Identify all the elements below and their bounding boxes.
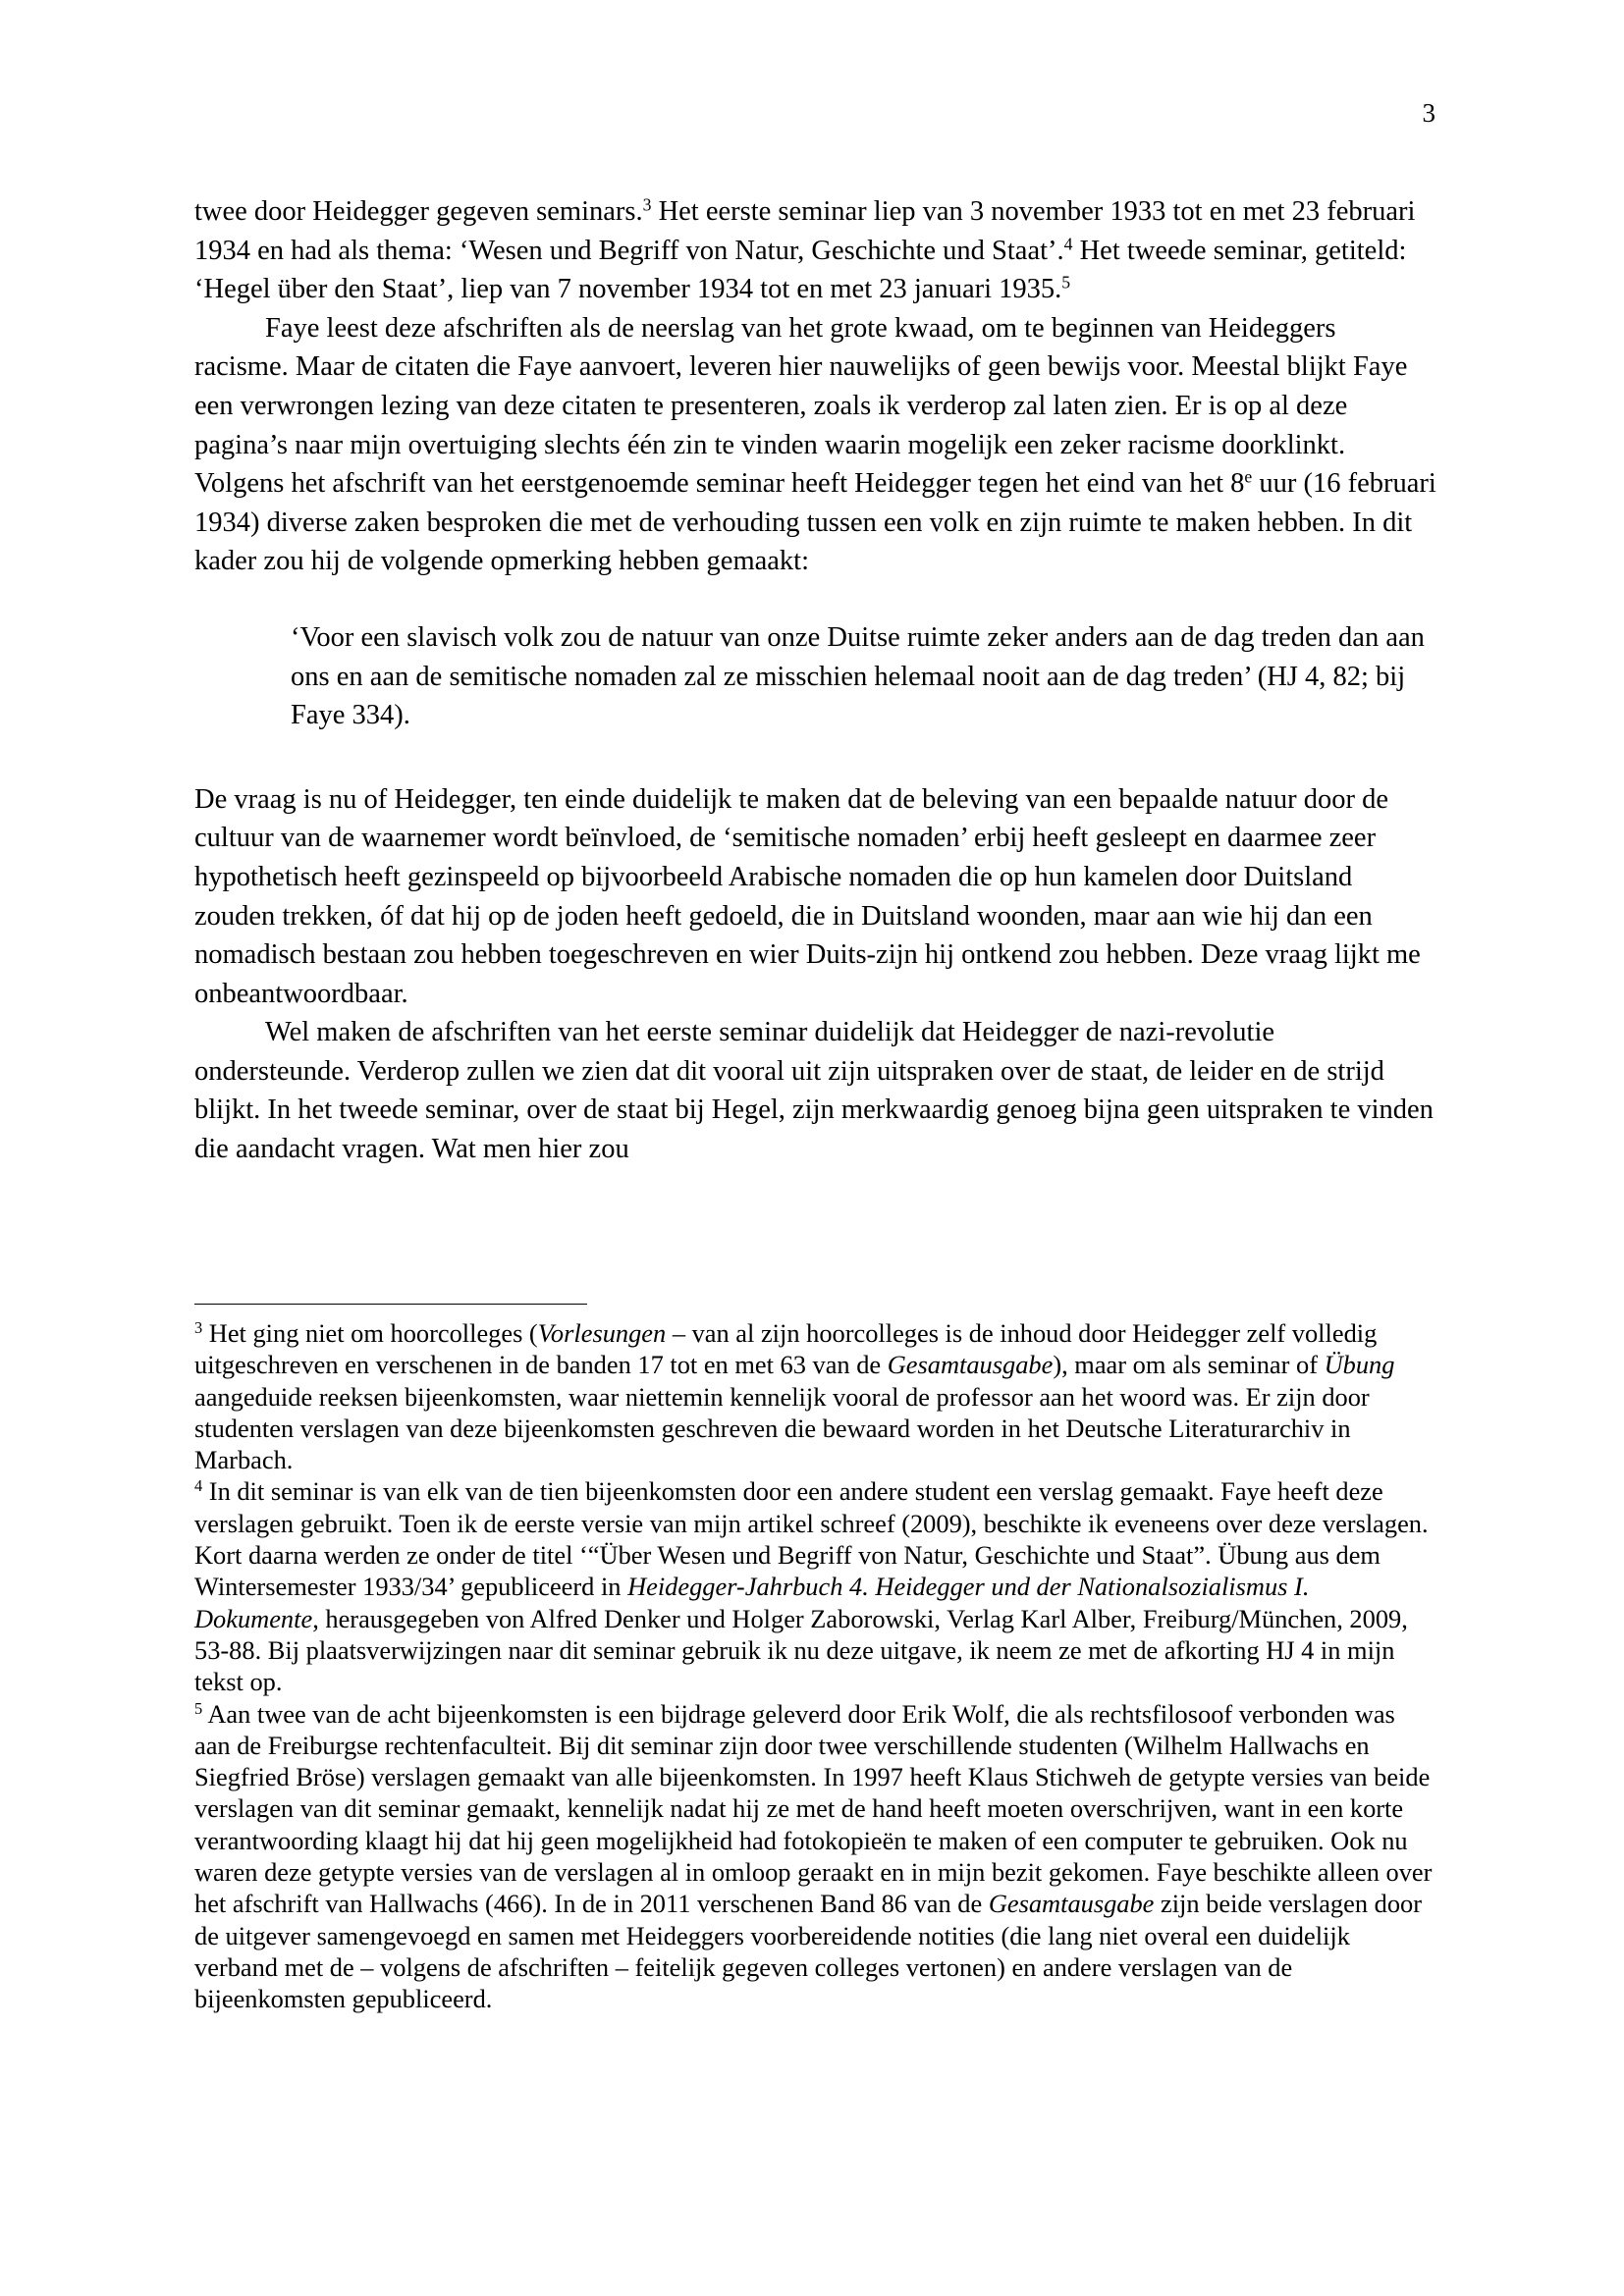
- footnotes: [194, 1317, 1436, 2015]
- paragraph-3: De vraag is nu of Heidegger, ten einde duidelijk te maken dat de beleving van een bepaalde natuur door de cultuur van de waarnemer wordt beïnvloed, de ‘semitische nomaden’ erbij heeft gesleept en daarmee zeer hypothetisch heeft gezinspeeld op bijvoorbeeld Arabische nomaden die op hun kamelen door Duitsland zouden trekken, óf dat hij op de joden heeft gedoeld, die in Duitsland woonden, maar aan wie hij dan een nomadisch bestaan zou hebben toegeschreven en wier Duits-zijn hij ontkend zou hebben. Deze vraag lijkt me onbeantwoordbaar.: [194, 783, 1421, 1009]
- footnote-5-text-a: Aan twee van de acht bijeenkomsten is een bijdrage geleverd door Erik Wolf, die als rechtsfilosoof verbonden was aan de Freiburgse rechtenfaculteit. Bij dit seminar zijn door twee verschillende studenten (Wilhelm Hallwachs en Siegfried Bröse) verslagen gemaakt van alle bijeenkomsten. In 1997 heeft Klaus Stichweh de getypte versies van beide verslagen van dit seminar gemaakt, kennelijk nadat hij ze met de hand heeft moeten overschrijven, want in een korte verantwoording klaagt hij dat hij geen mogelijkheid had fotokopieën te maken of een computer te gebruiken. Ook nu waren deze getypte versies van de verslagen al in omloop geraakt en in mijn bezit gekomen. Faye beschikte alleen over het afschrift van Hallwachs (466). In de in 2011 verschenen Band 86 van de: [194, 1698, 1433, 1919]
- footnote-3-italic-3: Übung: [1324, 1350, 1395, 1380]
- paragraph-2-text-b: uur (16 februari 1934) diverse zaken besproken die met de verhouding tussen een volk en zijn ruimte te maken hebben. In dit kader zou hij de volgende opmerking hebben gemaakt:: [194, 468, 1436, 577]
- footnote-5: [194, 1698, 1436, 2015]
- main-text: [194, 192, 1436, 1169]
- ordinal-superscript: e: [1244, 466, 1253, 487]
- paragraph-4: Wel maken de afschriften van het eerste seminar duidelijk dat Heidegger de nazi-revolutie ondersteunde. Verderop zullen we zien dat dit vooral uit zijn uitspraken over de staat, de leider en de strijd blijkt. In het tweede seminar, over de staat bij Hegel, zijn merkwaardig genoeg bijna geen uitspraken te vinden die aandacht vragen. Wat men hier zou: [194, 1017, 1434, 1165]
- footnote-3-text-d: aangeduide reeksen bijeenkomsten, waar niettemin kennelijk vooral de professor aan het woord was. Er zijn door studenten verslagen van deze bijeenkomsten geschreven die bewaard worden in het Deutsche Literaturarchiv in Marbach.: [194, 1381, 1370, 1475]
- paragraph-1-text-a: twee door Heidegger gegeven seminars.: [194, 196, 643, 227]
- footnote-separator: [194, 1304, 587, 1305]
- paragraph-1: [194, 192, 1436, 309]
- footnote-3-italic-1: Vorlesungen: [537, 1318, 667, 1348]
- footnote-4-text-a: In dit seminar is van elk van de tien bijeenkomsten door een andere student een verslag gemaakt. Faye heeft deze verslagen gebruikt. Toen ik de eerste versie van mijn artikel schreef (2009), beschikte ik eveneens over deze verslagen. Kort daarna werden ze onder de titel ‘“Über Wesen und Begriff von Natur, Geschichte und Staat”. Übung aus dem Wintersemester 1933/34’ gepubliceerd in: [194, 1476, 1429, 1602]
- footnote-3-mark: 3: [194, 1318, 203, 1337]
- paragraph-2-text-a: Faye leest deze afschriften als de neerslag van het grote kwaad, om te beginnen van Heideggers racisme. Maar de citaten die Faye aanvoert, leveren hier nauwelijks of geen bewijs voor. Meestal blijkt Faye een verwrongen lezing van deze citaten te presenteren, zoals ik verderop zal laten zien. Er is op al deze pagina’s naar mijn overtuiging slechts één zin te vinden waarin mogelijk een zeker racisme doorklinkt. Volgens het afschrift van het eerstgenoemde seminar heeft Heidegger tegen het eind van het 8: [194, 312, 1408, 500]
- footnote-5-mark: 5: [194, 1698, 203, 1718]
- paragraph-1-text-c: Het tweede seminar, getiteld: ‘Hegel über den Staat’, liep van 7 november 1934 tot en met 23 januari 1935.: [194, 235, 1407, 305]
- footnote-3-text-c: ), maar om als seminar of: [1053, 1350, 1325, 1380]
- footnote-3-italic-2: Gesamtausgabe: [887, 1350, 1054, 1380]
- footnote-4-mark: 4: [194, 1476, 203, 1496]
- footnote-4: [194, 1475, 1436, 1697]
- paragraph-1-text-b: Het eerste seminar liep van 3 november 1933 tot en met 23 februari 1934 en had als thema: ‘Wesen und Begriff von Natur, Geschichte und Staat’.: [194, 196, 1416, 266]
- footnote-ref-4[interactable]: 4: [1063, 233, 1073, 253]
- paragraph-2: [194, 309, 1436, 581]
- footnote-5-italic-1: Gesamtausgabe: [988, 1889, 1155, 1919]
- block-quote: ‘Voor een slavisch volk zou de natuur van onze Duitse ruimte zeker anders aan de dag treden dan aan ons en aan de semitische nomaden zal ze misschien helemaal nooit aan de dag treden’ (HJ 4, 82; bij Faye 334).: [291, 621, 1425, 731]
- footnote-3-text-a: Het ging niet om hoorcolleges (: [202, 1318, 538, 1348]
- footnote-3-text-b: – van al zijn hoorcolleges is de inhoud door Heidegger zelf volledig uitgeschreven en verschenen in de banden 17 tot en met 63 van de: [194, 1318, 1378, 1380]
- footnote-ref-3[interactable]: 3: [642, 194, 652, 215]
- footnote-4-italic-1: Heidegger-Jahrbuch 4. Heidegger und der Nationalsozialismus I. Dokumente: [194, 1572, 1310, 1633]
- page-number: 3: [1422, 98, 1435, 128]
- footnote-3: [194, 1317, 1436, 1475]
- footnote-4-text-b: , herausgegeben von Alfred Denker und Holger Zaborowski, Verlag Karl Alber, Freiburg/München, 2009, 53-88. Bij plaatsverwijzingen naar dit seminar gebruik ik nu deze uitgave, ik neem ze met de afkorting HJ 4 in mijn tekst op.: [194, 1603, 1408, 1697]
- footnote-ref-5[interactable]: 5: [1061, 272, 1071, 293]
- footnote-5-text-b: zijn beide verslagen door de uitgever samengevoegd en samen met Heideggers voorbereidende notities (die lang niet overal een duidelijk verband met de – volgens de afschriften – feitelijk gegeven colleges vertonen) en andere verslagen van de bijeenkomsten gepubliceerd.: [194, 1889, 1423, 2014]
